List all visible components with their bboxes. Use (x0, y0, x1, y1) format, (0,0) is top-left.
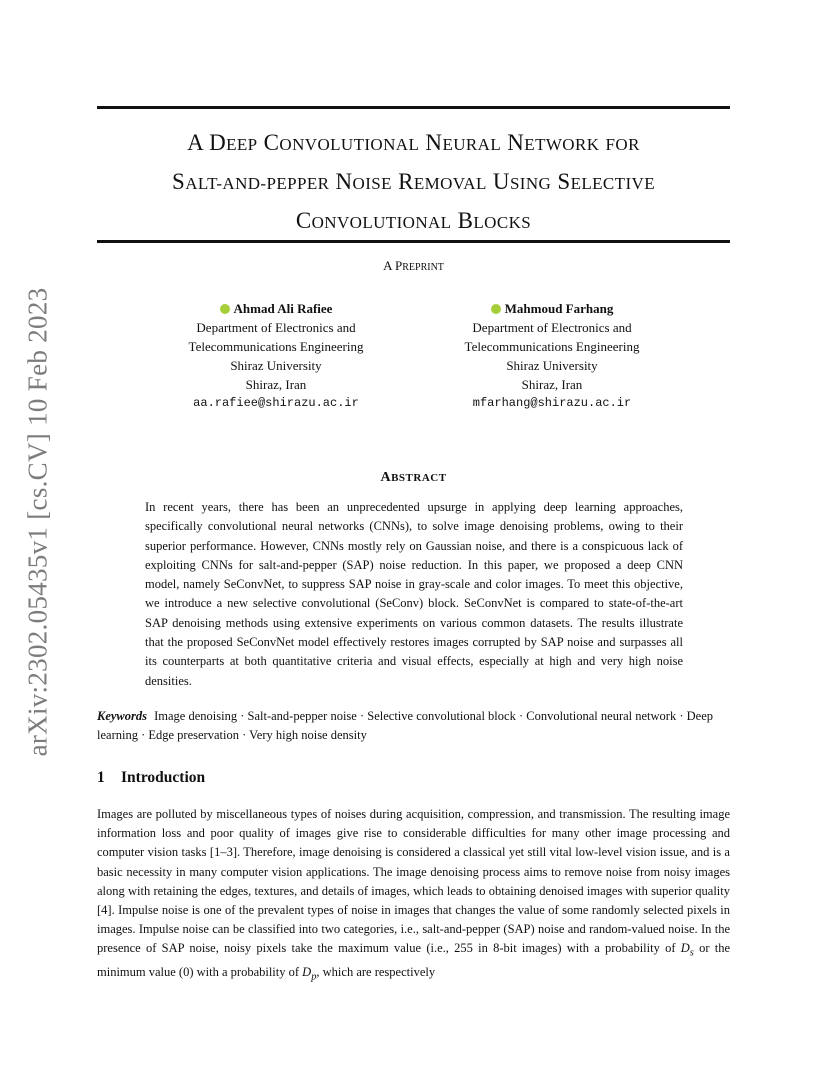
intro-paragraph: Images are polluted by miscellaneous types of noises during acquisition, compression, and transmission. The resulting image information loss and poor quality of images give rise to considerable difficulties for many other image processing and computer vision tasks [1–3]. Therefore, image denoising is considered a classical yet still vital low-level vision issue, and is a basic necessity in many computer vision applications. The image denoising process aims to remove noise from noisy images along with retaining the edges, textures, and details of images, which leads to obtaining denoised images with superior quality [4]. Impulse noise is one of the prevalent types of noise in images that changes the value of some randomly selected pixels in images. Impulse noise can be classified into two categories, i.e., salt-and-pepper (SAP) noise and random-valued noise. In the presence of SAP noise, noisy pixels take the maximum value (i.e., 255 in 8-bit images) with a probability of $D_s$ or the minimum value (0) with a probability of $D_p$, which are respectively (97, 807, 730, 983)
preprint-label: A PREPRINT (383, 258, 444, 273)
author-name: Ahmad Ali Rafiee (233, 301, 333, 316)
author-location: Shiraz, Iran (245, 377, 307, 392)
author-email[interactable]: mfarhang@shirazu.ac.ir (472, 396, 632, 410)
section-heading: 1 Introduction (97, 769, 206, 786)
keywords-list: Image denoising · Salt-and-pepper noise · Selective convolutional block · Convolutional neural network · Deep learning · Edge preservation · Very high noise density (97, 709, 713, 742)
title-line-2 (97, 163, 730, 202)
author-dept: Telecommunications Engineering (188, 339, 364, 354)
author-dept: Telecommunications Engineering (464, 339, 640, 354)
title-word-rest: OISE (352, 174, 392, 193)
title-word-initial: C (295, 208, 312, 233)
title-word-initial: N (507, 130, 525, 155)
author-location: Shiraz, Iran (521, 377, 583, 392)
orcid-icon[interactable] (220, 304, 230, 314)
title-word-initial: S (557, 169, 571, 194)
author-name: Mahmoud Farhang (504, 301, 614, 316)
keywords-label: Keywords (97, 709, 147, 723)
author-block (156, 299, 396, 413)
author-block (432, 299, 672, 413)
title-word-rest: LOCKS (473, 213, 532, 232)
title-rule-top (97, 106, 730, 109)
title-word-initial: A (187, 130, 203, 155)
title-word-rest: EEP (226, 135, 258, 154)
title-line-1 (97, 124, 730, 163)
abstract-heading: ABSTRACT (380, 470, 447, 485)
paper-title (97, 124, 730, 241)
title-word-initial: N (335, 169, 353, 194)
title-word-initial: S (172, 169, 186, 194)
title-word-rest: ETWORK (524, 135, 600, 154)
author-university: Shiraz University (506, 358, 598, 373)
title-word-initial: C (263, 130, 280, 155)
title-line-3 (97, 202, 730, 241)
title-word-initial: D (209, 130, 227, 155)
title-word-rest: FOR (605, 135, 640, 154)
title-word-rest: ONVOLUTIONAL (311, 213, 452, 232)
title-rule-bottom (97, 240, 730, 243)
title-word-initial: B (457, 208, 474, 233)
title-word-rest: ELECTIVE (570, 174, 655, 193)
arxiv-identifier: arXiv:2302.05435v1 [cs.CV] 10 Feb 2023 (22, 287, 53, 756)
orcid-icon[interactable] (491, 304, 501, 314)
author-dept: Department of Electronics and (472, 320, 632, 335)
keywords (97, 707, 730, 745)
title-word-rest: EURAL (442, 135, 502, 154)
author-email[interactable]: aa.rafiee@shirazu.ac.ir (193, 396, 359, 410)
title-word-initial: U (492, 169, 510, 194)
abstract-text: In recent years, there has been an unprecedented upsurge in applying deep learning approaches, specifically convolutional neural networks (CNNs), to solve image denoising problems, owing to their superior performance. However, CNNs mostly rely on Gaussian noise, and there is a conspicuous lack of exploiting CNNs for salt-and-pepper (SAP) noise reduction. In this paper, we proposed a deep CNN model, namely SeConvNet, to suppress SAP noise in gray-scale and color images. To meet this objective, we introduce a new selective convolutional (SeConv) block. SeConvNet is compared to state-of-the-art SAP denoising methods using extensive experiments on various common datasets. The results illustrate that the proposed SeConvNet model effectively restores images corrupted by SAP noise and surpasses all its counterparts at both quantitative criteria and visual effects, especially at high and very high noise densities. (145, 500, 683, 688)
title-word-rest: ALT-AND-PEPPER (185, 174, 330, 193)
title-word-rest: ONVOLUTIONAL (279, 135, 420, 154)
title-word-rest: EMOVAL (413, 174, 487, 193)
author-university: Shiraz University (230, 358, 322, 373)
title-word-initial: R (398, 169, 414, 194)
title-word-initial: N (425, 130, 443, 155)
title-word-rest: SING (509, 174, 552, 193)
author-dept: Department of Electronics and (196, 320, 356, 335)
